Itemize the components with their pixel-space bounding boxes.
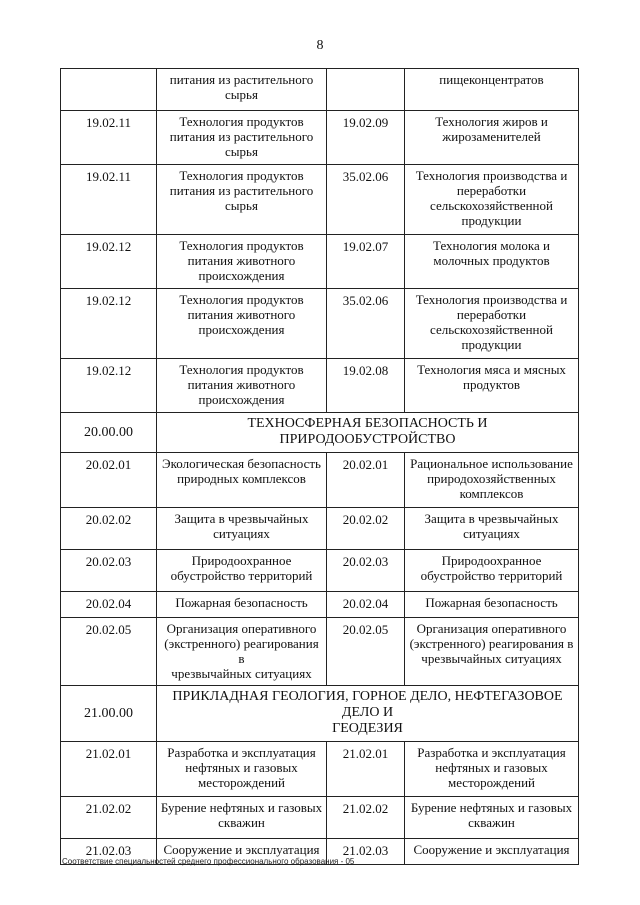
specialty-correspondence-table: [60, 68, 579, 865]
source-name-cell: питания из растительного сырья: [157, 69, 327, 111]
target-name-cell: Защита в чрезвычайных ситуациях: [405, 508, 579, 550]
source-code-cell: [61, 69, 157, 111]
target-code-cell: 35.02.06: [327, 165, 405, 235]
source-name-cell: Технология продуктов питания животного происхождения: [157, 289, 327, 359]
source-code-cell: 20.02.03: [61, 550, 157, 592]
source-name-cell: Технология продуктов питания из растительного сырья: [157, 111, 327, 165]
table-row: [61, 592, 579, 618]
target-code-cell: 19.02.07: [327, 235, 405, 289]
source-name-cell: Природоохранное обустройство территорий: [157, 550, 327, 592]
section-row: [61, 686, 579, 742]
target-name-cell: Технология производства и переработки сельскохозяйственной продукции: [405, 165, 579, 235]
source-code-cell: 19.02.11: [61, 111, 157, 165]
table-row: [61, 165, 579, 235]
page-number: 8: [316, 38, 324, 53]
target-name-cell: Организация оперативного (экстренного) реагирования в чрезвычайных ситуациях: [405, 618, 579, 686]
target-code-cell: [327, 69, 405, 111]
table-row: [61, 797, 579, 839]
target-code-cell: 20.02.03: [327, 550, 405, 592]
table-body: [61, 69, 579, 865]
target-code-cell: 19.02.08: [327, 359, 405, 413]
target-code-cell: 21.02.02: [327, 797, 405, 839]
target-name-cell: Бурение нефтяных и газовых скважин: [405, 797, 579, 839]
table-row: [61, 508, 579, 550]
target-name-cell: Рациональное использование природохозяйственных комплексов: [405, 453, 579, 508]
target-name-cell: Сооружение и эксплуатация: [405, 839, 579, 865]
source-name-cell: Организация оперативного (экстренного) реагирования в чрезвычайных ситуациях: [157, 618, 327, 686]
table-row: [61, 69, 579, 111]
source-code-cell: 21.02.01: [61, 742, 157, 797]
target-name-cell: Технология молока и молочных продуктов: [405, 235, 579, 289]
target-name-cell: Пожарная безопасность: [405, 592, 579, 618]
source-code-cell: 20.02.02: [61, 508, 157, 550]
source-name-cell: Разработка и эксплуатация нефтяных и газовых месторождений: [157, 742, 327, 797]
target-code-cell: 20.02.05: [327, 618, 405, 686]
target-code-cell: 21.02.03: [327, 839, 405, 865]
table-row: [61, 550, 579, 592]
section-row: [61, 413, 579, 453]
section-code-cell: 21.00.00: [61, 686, 157, 742]
source-name-cell: Технология продуктов питания животного происхождения: [157, 235, 327, 289]
table-row: [61, 359, 579, 413]
target-name-cell: Технология мяса и мясных продуктов: [405, 359, 579, 413]
source-name-cell: Пожарная безопасность: [157, 592, 327, 618]
source-code-cell: 20.02.05: [61, 618, 157, 686]
table-row: [61, 742, 579, 797]
table-row: [61, 111, 579, 165]
target-name-cell: Технология жиров и жирозаменителей: [405, 111, 579, 165]
source-name-cell: Технология продуктов питания из растительного сырья: [157, 165, 327, 235]
source-code-cell: 21.02.03: [61, 839, 157, 865]
target-name-cell: Технология производства и переработки сельскохозяйственной продукции: [405, 289, 579, 359]
target-code-cell: 19.02.09: [327, 111, 405, 165]
source-name-cell: Сооружение и эксплуатация: [157, 839, 327, 865]
source-code-cell: 19.02.12: [61, 235, 157, 289]
source-code-cell: 21.02.02: [61, 797, 157, 839]
source-name-cell: Бурение нефтяных и газовых скважин: [157, 797, 327, 839]
section-title-cell: ТЕХНОСФЕРНАЯ БЕЗОПАСНОСТЬ И ПРИРОДООБУСТРОЙСТВО: [157, 413, 579, 453]
page-footer: Соответствие специальностей среднего профессионального образования - 05: [62, 857, 355, 866]
target-code-cell: 20.02.02: [327, 508, 405, 550]
table-row: [61, 618, 579, 686]
source-code-cell: 19.02.11: [61, 165, 157, 235]
source-name-cell: Защита в чрезвычайных ситуациях: [157, 508, 327, 550]
target-code-cell: 35.02.06: [327, 289, 405, 359]
target-code-cell: 20.02.01: [327, 453, 405, 508]
table-row: [61, 235, 579, 289]
source-code-cell: 19.02.12: [61, 289, 157, 359]
target-name-cell: Природоохранное обустройство территорий: [405, 550, 579, 592]
source-code-cell: 19.02.12: [61, 359, 157, 413]
source-name-cell: Технология продуктов питания животного происхождения: [157, 359, 327, 413]
table-row: [61, 453, 579, 508]
table-row: [61, 289, 579, 359]
section-title-cell: ПРИКЛАДНАЯ ГЕОЛОГИЯ, ГОРНОЕ ДЕЛО, НЕФТЕГАЗОВОЕ ДЕЛО И ГЕОДЕЗИЯ: [157, 686, 579, 742]
target-name-cell: Разработка и эксплуатация нефтяных и газовых месторождений: [405, 742, 579, 797]
target-code-cell: 20.02.04: [327, 592, 405, 618]
target-name-cell: пищеконцентратов: [405, 69, 579, 111]
target-code-cell: 21.02.01: [327, 742, 405, 797]
section-code-cell: 20.00.00: [61, 413, 157, 453]
source-name-cell: Экологическая безопасность природных комплексов: [157, 453, 327, 508]
source-code-cell: 20.02.04: [61, 592, 157, 618]
source-code-cell: 20.02.01: [61, 453, 157, 508]
